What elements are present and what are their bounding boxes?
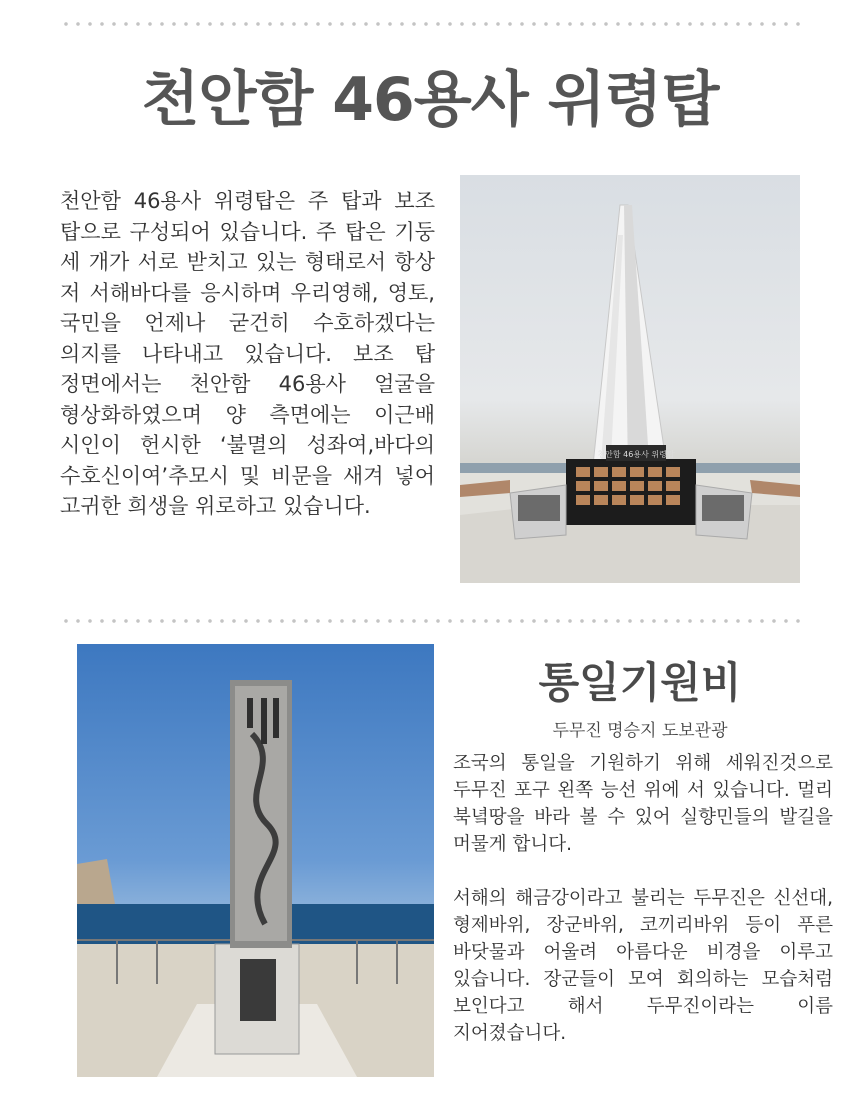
section2-paragraph-2: 서해의 해금강이라고 불리는 두무진은 신선대, 형제바위, 장군바위, 코끼리바위 등이 푸른 바닷물과 어울려 아름다운 비경을 이루고 있습니다. 장군들이 모여 회의하는 모습처럼 보인다고 해서 두무진이라는 이름 지어졌습니다. [453, 888, 833, 1044]
section2-paragraph-1: 조국의 통일을 기원하기 위해 세워진것으로 두무진 포구 왼쪽 능선 위에 서 있습니다. 멀리 북녘땅을 바라 볼 수 있어 실향민들의 발길을 머물게 합니다. [453, 753, 833, 855]
unification-monument-illustration [77, 644, 434, 1077]
section2-title: 통일기원비 [538, 658, 742, 707]
photo-plaque-text: 천안함 46용사 위령탑 [597, 450, 675, 459]
unification-monument-photo [77, 644, 434, 1077]
section1-body-text: 천안함 46용사 위령탑은 주 탑과 보조 탑으로 구성되어 있습니다. 주 탑은 기둥 세 개가 서로 받치고 있는 형태로서 항상 저 서해바다를 응시하며 우리영해, 영토, 국민을 언제나 굳건히 수호하겠다는 의지를 나타내고 있습니다. 보조 탑 정면에서는 천안함 46용사 얼굴을 형상화하였으며 양 측면에는 이근배 시인이 헌시한 ‘불멸의 성좌여,바다의 수호신이여’추모시 및 비문을 새겨 넣어 고귀한 희생을 위로하고 있습니다. [60, 189, 435, 518]
top-dotted-divider [60, 22, 800, 26]
section2-body [453, 750, 833, 1047]
middle-dotted-divider [60, 619, 800, 623]
memorial-tower-illustration [460, 175, 800, 583]
memorial-tower-photo [460, 175, 800, 583]
section1-title: 천안함 46용사 위령탑 [141, 65, 719, 135]
section2-subtitle: 두무진 명승지 도보관광 [552, 721, 728, 741]
